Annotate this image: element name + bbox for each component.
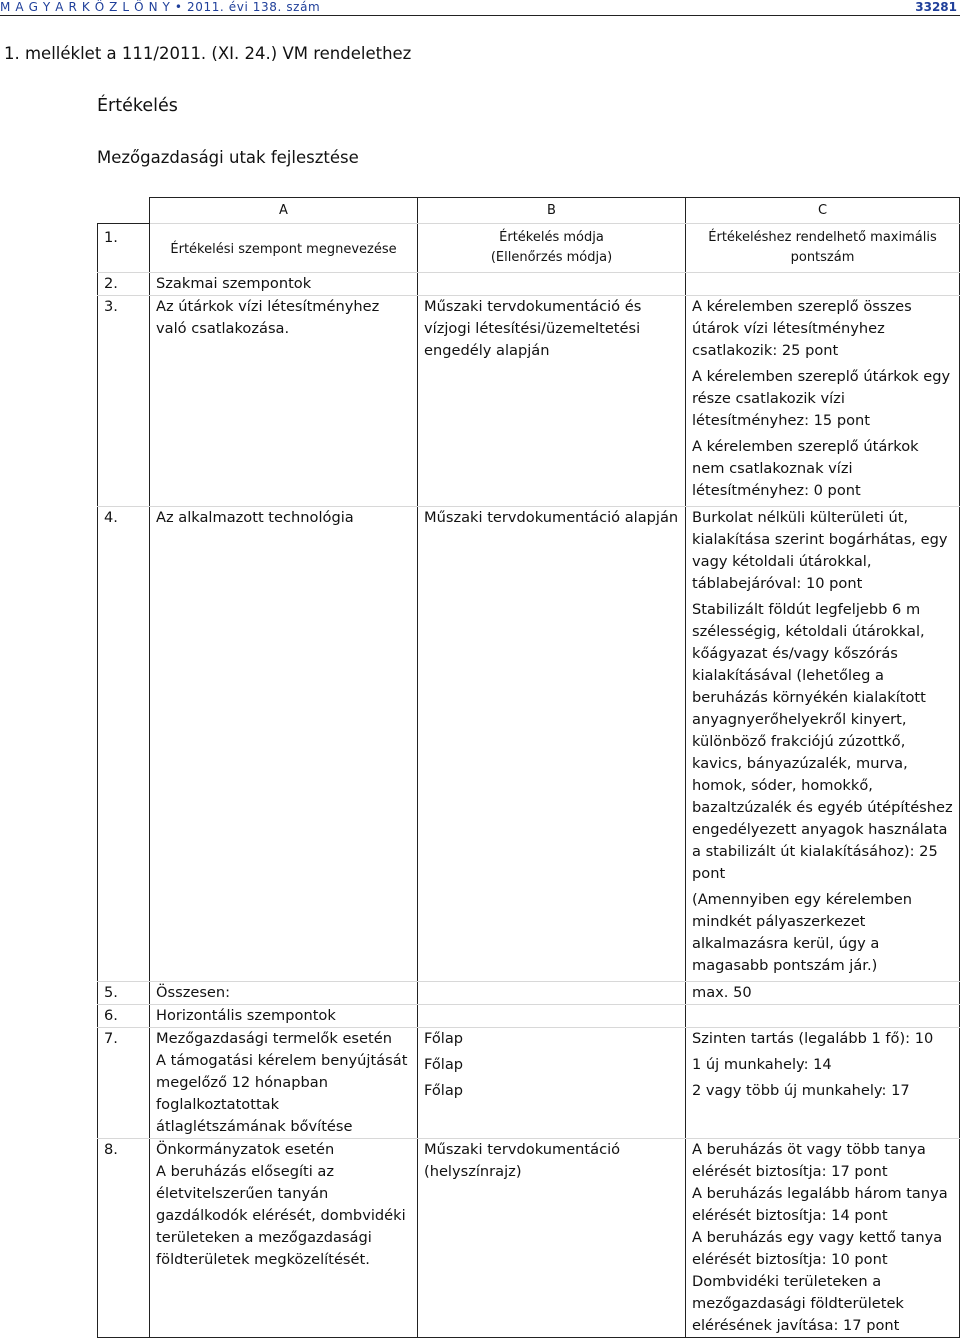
- score-cell: max. 50: [686, 982, 960, 1005]
- method-option: Főlap: [424, 1056, 464, 1073]
- header-criterion: Értékelési szempont megnevezése: [150, 224, 418, 273]
- score-option: Szinten tartás (legalább 1 fő): 10: [692, 1030, 934, 1047]
- row-number: 4.: [98, 507, 150, 982]
- score-option: A kérelemben szereplő útárkok egy része csatlakozik vízi létesítményhez: 15 pont: [692, 368, 951, 429]
- score-option: Stabilizált földút legfeljebb 6 m szélességig, kétoldali útárokkal, kőágyazat és/vagy kőszórás kialakításával (lehetőleg a beruházás környékén kialakított anyagnyerőhelyekről kinyert, különböző frakciójú zúzottkő, kavics, bányazúzalék, murva, homok, sóder, homokkő, bazaltzúzalék és egyéb útépítéshez engedélyezett anyagok használata a stabilizált út kialakításához): 25 pont: [692, 601, 953, 882]
- page-header: [0, 0, 960, 16]
- method-cell: [418, 1005, 686, 1028]
- score-option: Dombvidéki területeken a mezőgazdasági földterületek elérésének javítása: 17 pont: [692, 1273, 904, 1334]
- table-row: [98, 273, 960, 296]
- score-option: A kérelemben szereplő útárkok nem csatlakoznak vízi létesítményhez: 0 pont: [692, 438, 919, 499]
- method-option: Főlap: [424, 1030, 464, 1047]
- row-number: 7.: [98, 1028, 150, 1139]
- section-title: Értékelés: [97, 96, 178, 116]
- column-letter-a: A: [150, 198, 418, 224]
- score-option: 1 új munkahely: 14: [692, 1056, 832, 1073]
- score-cell: [686, 507, 960, 982]
- row-number: 8.: [98, 1139, 150, 1338]
- row-number: 3.: [98, 296, 150, 507]
- header-method: Értékelés módja (Ellenőrzés módja): [418, 224, 686, 273]
- method-cell: Műszaki tervdokumentáció és vízjogi létesítési/üzemeltetési engedély alapján: [418, 296, 686, 507]
- criterion-cell: Az alkalmazott technológia: [150, 507, 418, 982]
- evaluation-table: [97, 197, 960, 1338]
- table-row: [98, 1005, 960, 1028]
- page-number: 33281: [915, 0, 957, 14]
- row-number: 5.: [98, 982, 150, 1005]
- score-option: A beruházás legalább három tanya elérését biztosítja: 14 pont: [692, 1185, 948, 1224]
- score-option: A beruházás öt vagy több tanya elérését biztosítja: 17 pont: [692, 1141, 926, 1180]
- score-option: Burkolat nélküli külterületi út, kialakítása szerint bogárhátas, egy vagy kétoldali útárokkal, táblabejáróval: 10 pont: [692, 509, 948, 592]
- score-option: (Amennyiben egy kérelemben mindkét pályaszerkezet alkalmazásra kerül, úgy a magasabb pontszám jár.): [692, 891, 913, 974]
- row-number: 6.: [98, 1005, 150, 1028]
- table-row: [98, 1028, 960, 1139]
- row-number: 1.: [98, 224, 150, 273]
- criterion-cell: Mezőgazdasági termelők esetén A támogatási kérelem benyújtását megelőző 12 hónapban foglalkoztatottak átlaglétszámának bővítése: [150, 1028, 418, 1139]
- score-cell: [686, 1005, 960, 1028]
- journal-title: M A G Y A R K Ö Z L Ö N Y • 2011. évi 138. szám: [0, 0, 321, 14]
- criterion-cell: Önkormányzatok esetén A beruházás elősegíti az életvitelszerűen tanyán gazdálkodók elérését, dombvidéki területeken a mezőgazdasági földterületek megközelítését.: [150, 1139, 418, 1338]
- method-cell: [418, 982, 686, 1005]
- table-row: [98, 296, 960, 507]
- method-cell: Műszaki tervdokumentáció alapján: [418, 507, 686, 982]
- column-letter-b: B: [418, 198, 686, 224]
- score-cell: [686, 1139, 960, 1338]
- table-row: [98, 1139, 960, 1338]
- criterion-cell: Szakmai szempontok: [150, 273, 418, 296]
- score-option: A beruházás egy vagy kettő tanya elérését biztosítja: 10 pont: [692, 1229, 943, 1268]
- score-option: A kérelemben szereplő összes útárok vízi létesítményhez csatlakozik: 25 pont: [692, 298, 912, 359]
- column-letter-row: [98, 198, 960, 224]
- criterion-cell: Az útárkok vízi létesítményhez való csatlakozása.: [150, 296, 418, 507]
- method-option: Főlap: [424, 1082, 464, 1099]
- score-cell: [686, 273, 960, 296]
- table-header-row: [98, 224, 960, 273]
- header-divider: [0, 15, 960, 16]
- criterion-cell: Összesen:: [150, 982, 418, 1005]
- table-row: [98, 982, 960, 1005]
- table-row: [98, 507, 960, 982]
- row-number: 2.: [98, 273, 150, 296]
- score-cell: [686, 296, 960, 507]
- subtitle: Mezőgazdasági utak fejlesztése: [97, 148, 359, 167]
- method-cell: Műszaki tervdokumentáció (helyszínrajz): [418, 1139, 686, 1338]
- score-cell: [686, 1028, 960, 1139]
- criterion-cell: Horizontális szempontok: [150, 1005, 418, 1028]
- score-option: 2 vagy több új munkahely: 17: [692, 1082, 910, 1099]
- corner-cell: [98, 198, 150, 224]
- method-cell: [418, 1028, 686, 1139]
- method-cell: [418, 273, 686, 296]
- header-max-score: Értékeléshez rendelhető maximális pontszám: [686, 224, 960, 273]
- annex-title: 1. melléklet a 111/2011. (XI. 24.) VM rendelethez: [4, 44, 412, 63]
- column-letter-c: C: [686, 198, 960, 224]
